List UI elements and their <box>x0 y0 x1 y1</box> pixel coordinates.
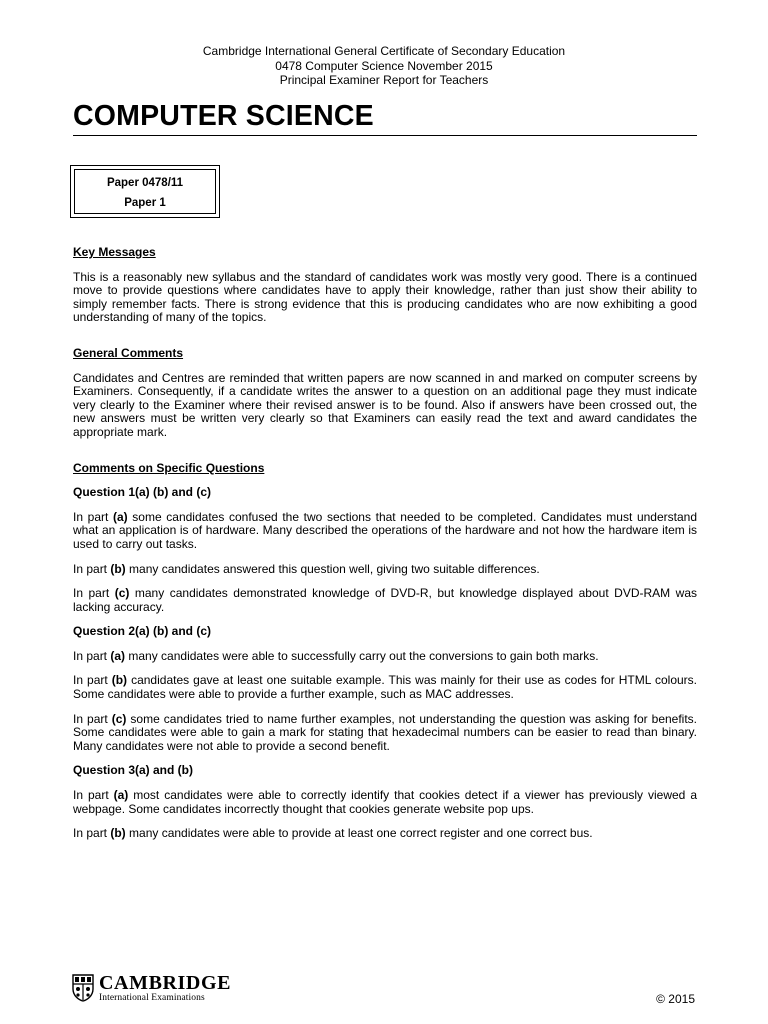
cambridge-logo <box>72 974 232 1006</box>
q2-part-b: In part (b) candidates gave at least one suitable example. This was mainly for their use as codes for HTML colours. Some candidates were able to provide a further example, such as MAC addresses. <box>73 673 698 702</box>
q3-part-b: In part (b) many candidates were able to provide at least one correct register and one correct bus. <box>73 826 593 841</box>
paper-name: Paper 1 <box>124 197 166 209</box>
title-rule <box>73 135 697 136</box>
q2-part-c: In part (c) some candidates tried to name further examples, not understanding the question was asking for benefits. Some candidates were able to gain a mark for stating that hexadecimal numbers can be easier to read than binary. Many candidates were not able to provide a second benefit. <box>73 711 698 753</box>
copyright: © 2015 <box>656 992 695 1006</box>
header-line-3: Principal Examiner Report for Teachers <box>279 73 489 87</box>
question-1-heading: Question 1(a) (b) and (c) <box>73 485 211 500</box>
question-2-heading: Question 2(a) (b) and (c) <box>73 624 211 639</box>
paper-box-inner <box>74 169 216 214</box>
page-title: COMPUTER SCIENCE <box>73 100 374 132</box>
key-messages-text: This is a reasonably new syllabus and the standard of candidates work was mostly very good. There is a continued move to provide questions where candidates have to apply their knowledge, rather than just show their ability to simply remember facts. There is strong evidence that this is producing candidates who are now exhibiting a good understanding of many of the topics. <box>73 269 697 325</box>
q1-part-c: In part (c) many candidates demonstrated knowledge of DVD-R, but knowledge displayed about DVD-RAM was lacking accuracy. <box>73 586 697 614</box>
q1-part-b: In part (b) many candidates answered this question well, giving two suitable differences. <box>73 561 540 576</box>
logo-subtitle: International Examinations <box>99 993 205 1003</box>
logo-wordmark: CAMBRIDGE <box>99 972 232 994</box>
header-line-2: 0478 Computer Science November 2015 <box>275 58 493 73</box>
paper-box <box>70 165 220 218</box>
q1-part-a: In part (a) some candidates confused the two sections that needed to be completed. Candidates must understand what an application is of hardware. Many described the operations of the hardware and not how the hardware item is used to carry out tasks. <box>73 509 698 551</box>
q3-part-a: In part (a) most candidates were able to correctly identify that cookies detect if a viewer has previously viewed a webpage. Some candidates incorrectly thought that cookies generate website pop ups. <box>73 788 697 816</box>
cambridge-shield-icon <box>72 974 94 1002</box>
question-3-heading: Question 3(a) and (b) <box>73 763 193 778</box>
key-messages-heading: Key Messages <box>73 245 156 259</box>
specific-questions-heading: Comments on Specific Questions <box>73 460 265 475</box>
general-comments-heading: General Comments <box>73 345 184 360</box>
general-comments-text: Candidates and Centres are reminded that written papers are now scanned in and marked on computer screens by Examiners. Consequently, if a candidate writes the answer to a question on an additional page they must indicate very clearly to the Examiner where their revised answer is to be found. Also if answers have been crossed out, the new answers must be written very clearly so that Examiners can easily read the text and award candidates the appropriate mark. <box>73 370 697 439</box>
report-body <box>73 246 697 841</box>
q2-part-a: In part (a) many candidates were able to successfully carry out the conversions to gain both marks. <box>73 648 599 663</box>
page-header <box>0 44 768 88</box>
header-line-1: Cambridge International General Certificate of Secondary Education <box>202 44 566 58</box>
paper-code: Paper 0478/11 <box>106 177 184 189</box>
